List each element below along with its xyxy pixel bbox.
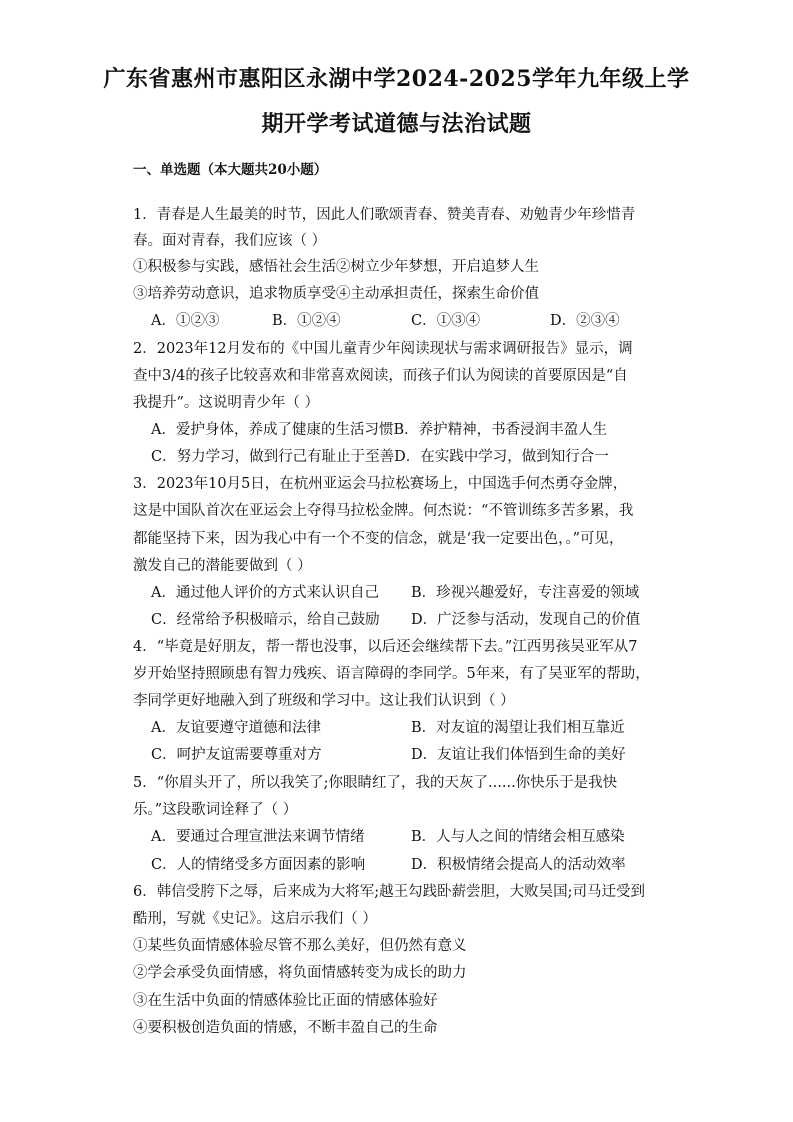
q3-stem-line-2: 这是中国队首次在亚运会上夺得马拉松金牌。何杰说：“不管训练多苦多累，我 (133, 503, 634, 519)
q4-stem-line-2: 岁开始坚持照顾患有智力残疾、语言障碍的李同学。5年来，有了吴亚军的帮助， (133, 666, 650, 682)
q3-option-b: B．珍视兴趣爱好，专注喜爱的领域 (411, 585, 640, 601)
section-heading: 一、单选题（本大题共20小题） (133, 162, 328, 178)
q2-stem-line-1: 2．2023年12月发布的《中国儿童青少年阅读现状与需求调研报告》显示，调 (133, 341, 633, 357)
q4-option-d: D．友谊让我们体悟到生命的美好 (411, 747, 626, 763)
q6-stem-line-2: 酷刑，写就《史记》。这启示我们（ ） (133, 911, 377, 927)
q2-stem-line-2: 查中3/4的孩子比较喜欢和非常喜欢阅读，而孩子们认为阅读的首要原因是“自 (133, 368, 628, 384)
q6-statement-2: ②学会承受负面情感，将负面情感转变为成长的助力 (133, 965, 467, 981)
q6-statement-1: ①某些负面情感体验尽管不那么美好，但仍然有意义 (133, 938, 467, 954)
q5-option-b: B．人与人之间的情绪会相互感染 (411, 829, 625, 845)
q4-stem-line-1: 4．“毕竟是好朋友，帮一帮也没事，以后还会继续帮下去。”江西男孩吴亚军从7 (133, 639, 638, 655)
q4-stem-line-3: 李同学更好地融入到了班级和学习中。这让我们认识到（ ） (133, 693, 515, 709)
q2-options-ab: A．爱护身体，养成了健康的生活习惯B．养护精神，书香浸润丰盈人生 (151, 422, 608, 438)
q2-stem-line-3: 我提升”。这说明青少年（ ） (133, 395, 320, 411)
q3-stem-line-1: 3．2023年10月5日，在杭州亚运会马拉松赛场上，中国选手何杰勇夺金牌， (133, 476, 628, 492)
q1-statement-line-1: ①积极参与实践，感悟社会生活②树立少年梦想，开启追梦人生 (133, 259, 539, 275)
q6-statement-4: ④要积极创造负面的情感，不断丰盈自己的生命 (133, 1020, 438, 1036)
document-title-line-1: 广东省惠州市惠阳区永湖中学2024-2025学年九年级上学 (103, 66, 690, 92)
q4-option-a: A．友谊要遵守道德和法律 (151, 720, 321, 736)
q4-option-b: B．对友谊的渴望让我们相互靠近 (411, 720, 625, 736)
q1-option-b: B．①②④ (272, 313, 341, 329)
q5-option-a: A．要通过合理宣泄法来调节情绪 (151, 829, 365, 845)
q3-stem-line-4: 激发自己的潜能要做到（ ） (133, 558, 312, 574)
q5-stem-line-1: 5．“你眉头开了，所以我笑了;你眼睛红了，我的天灰了......你快乐于是我快 (133, 775, 618, 791)
q6-stem-line-1: 6．韩信受胯下之辱，后来成为大将军;越王勾践卧薪尝胆，大败吴国;司马迁受到 (133, 884, 645, 900)
q5-stem-line-2: 乐。”这段歌词诠释了（ ） (133, 802, 298, 818)
q3-option-a: A．通过他人评价的方式来认识自己 (151, 585, 379, 601)
q1-option-d: D．②③④ (550, 313, 620, 329)
q3-stem-line-3: 都能坚持下来，因为我心中有一个不变的信念，就是‘我一定要出色，。”可见， (133, 531, 624, 547)
q2-options-cd: C．努力学习，做到行己有耻止于至善D．在实践中学习，做到知行合一 (151, 449, 609, 465)
q1-option-c: C．①③④ (411, 313, 481, 329)
q1-stem-line-1: 1．青春是人生最美的时节，因此人们歌颂青春、赞美青春、劝勉青少年珍惜青 (133, 207, 636, 223)
q4-option-c: C．呵护友谊需要尊重对方 (151, 747, 322, 763)
q5-option-c: C．人的情绪受多方面因素的影响 (151, 857, 366, 873)
q1-stem-line-2: 春。面对青春，我们应该（ ） (133, 233, 327, 249)
document-title-line-2: 期开学考试道德与法治试题 (261, 111, 532, 137)
q6-statement-3: ③在生活中负面的情感体验比正面的情感体验好 (133, 993, 438, 1009)
q5-option-d: D．积极情绪会提高人的活动效率 (411, 857, 626, 873)
q3-option-d: D．广泛参与活动，发现自己的价值 (411, 612, 641, 628)
q1-option-a: A．①②③ (151, 313, 220, 329)
q3-option-c: C．经常给予积极暗示，给自己鼓励 (151, 612, 380, 628)
q1-statement-line-2: ③培养劳动意识，追求物质享受④主动承担责任，探索生命价值 (133, 286, 539, 302)
